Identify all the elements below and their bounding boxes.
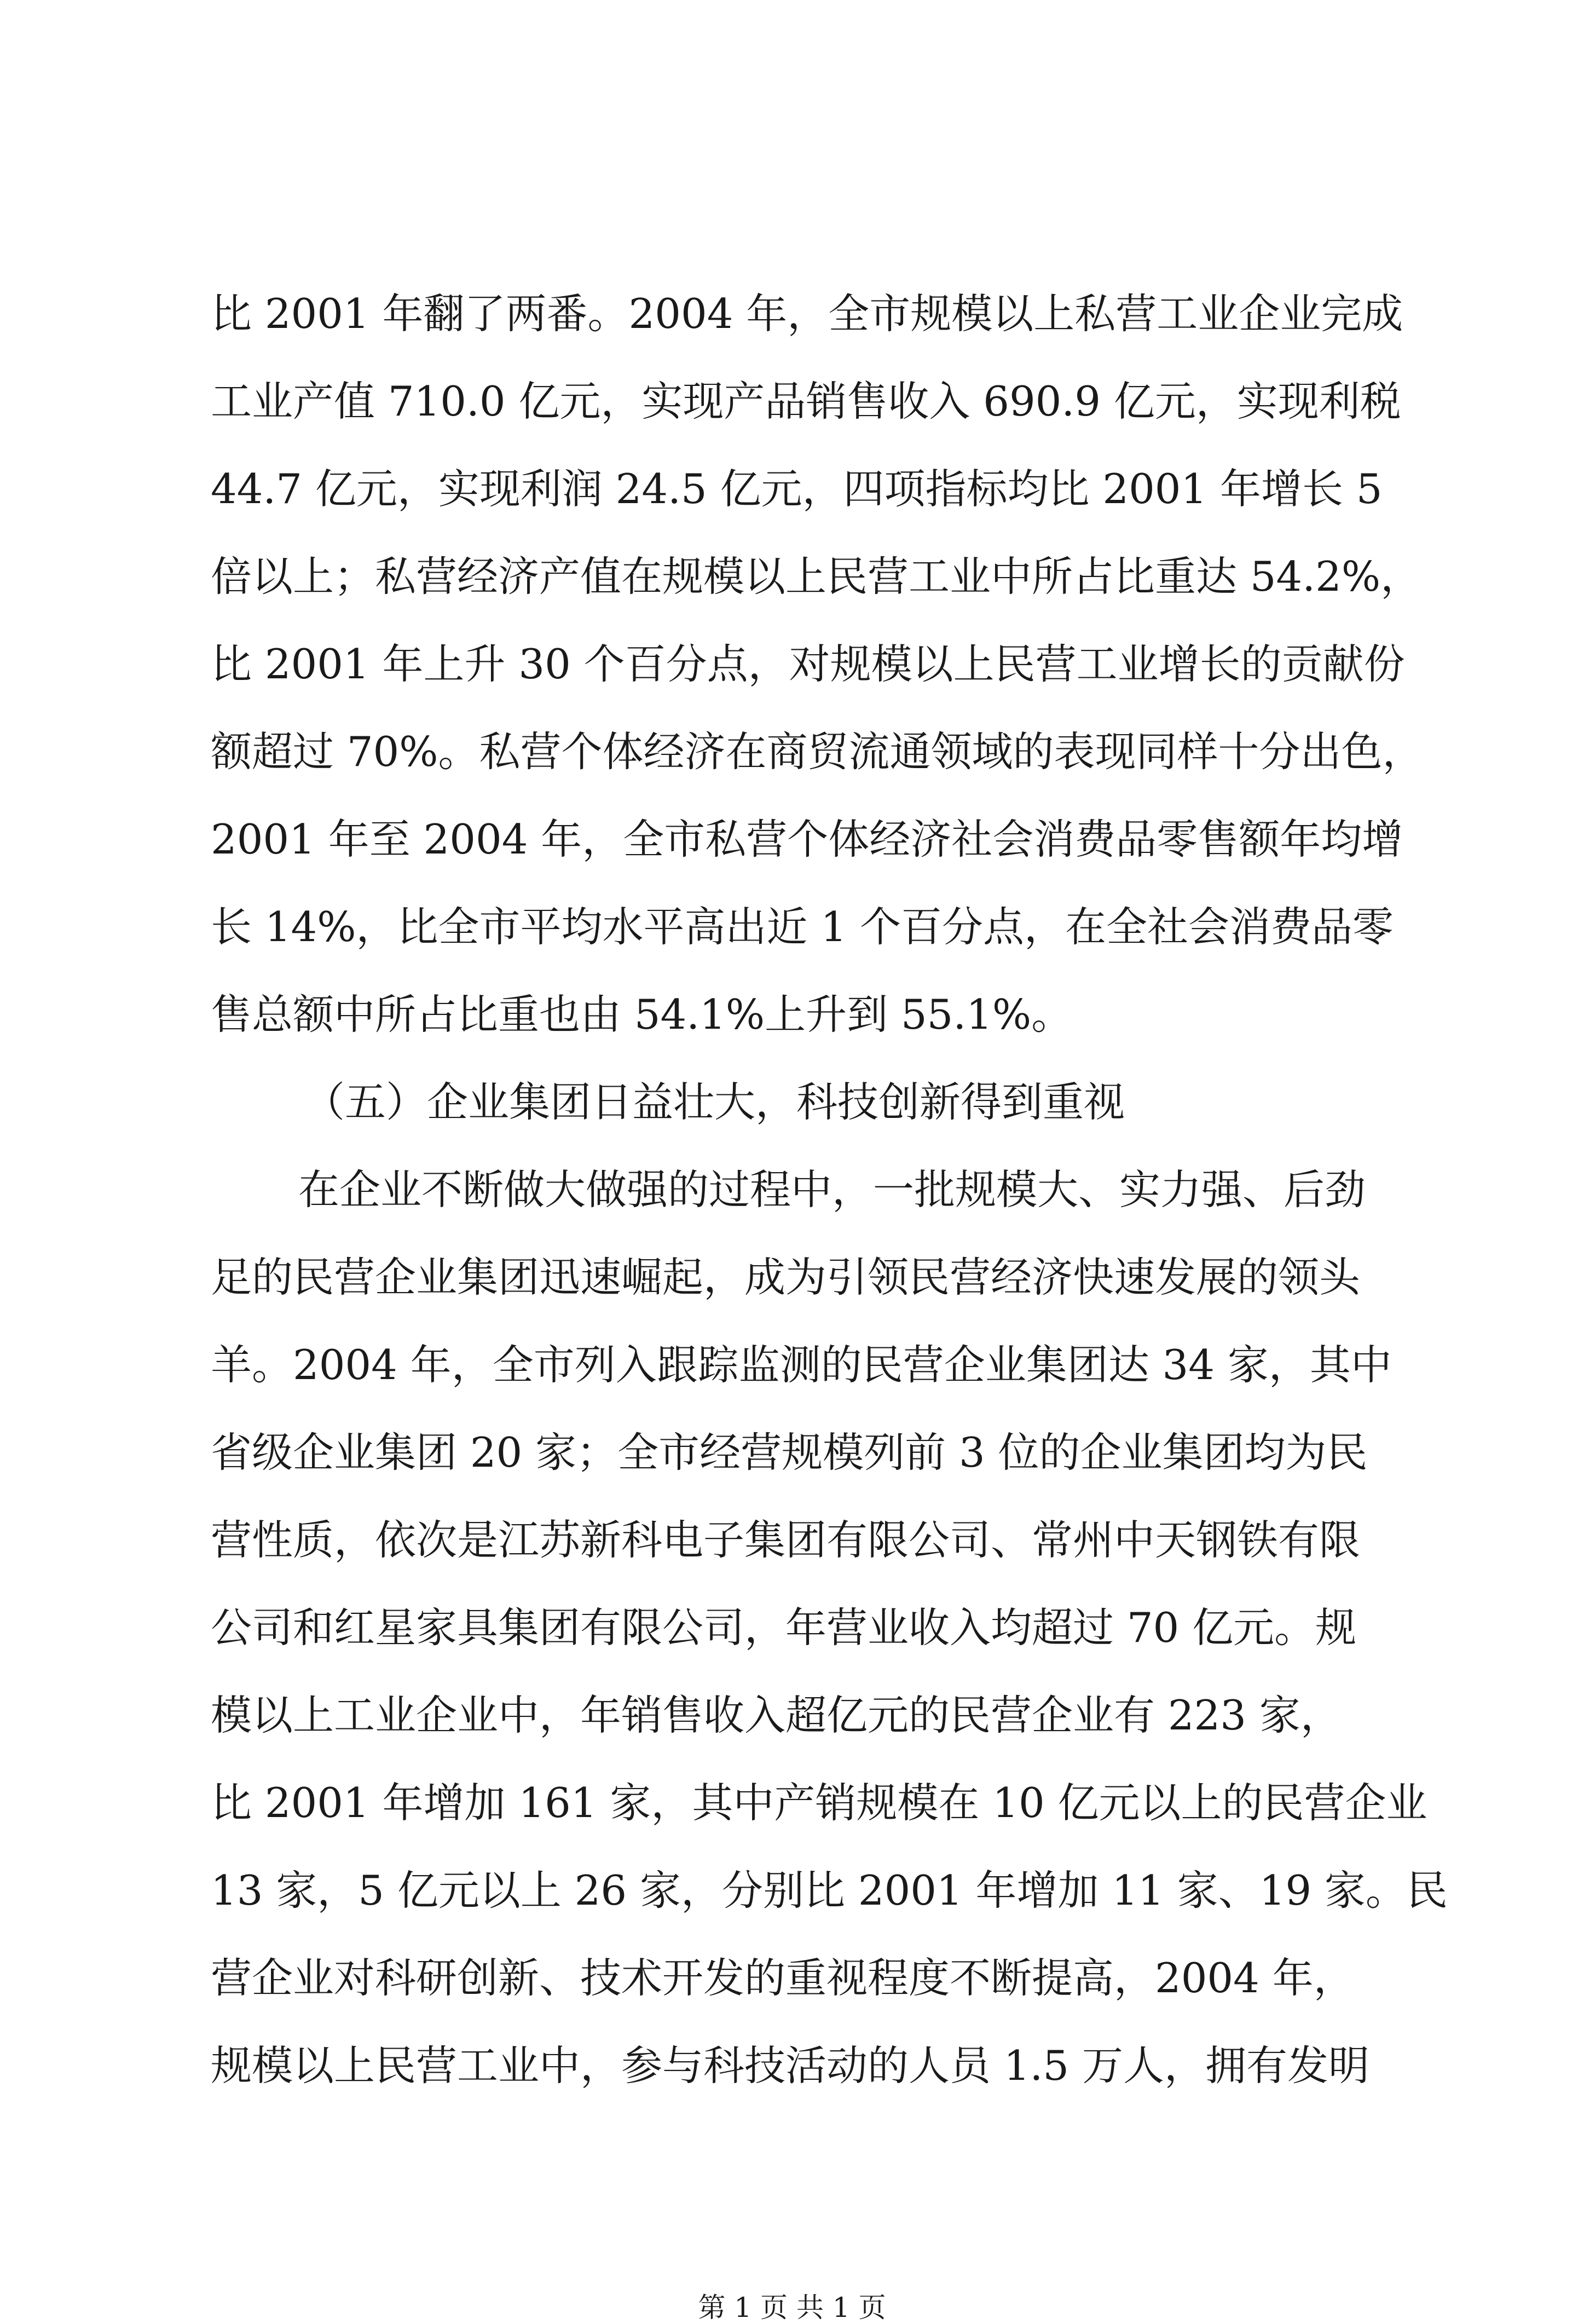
text-line-21: 规模以上民营工业中，参与科技活动的人员 1.5 万人，拥有发明 <box>211 2042 1369 2090</box>
text-line-2: 工业产值 710.0 亿元，实现产品销售收入 690.9 亿元，实现利税 <box>211 377 1401 425</box>
text-line-13: 羊。2004 年，全市列入跟踪监测的民营企业集团达 34 家，其中 <box>211 1341 1392 1389</box>
text-line-16: 公司和红星家具集团有限公司，年营业收入均超过 70 亿元。规 <box>211 1604 1357 1652</box>
text-line-1: 比 2001 年翻了两番。2004 年，全市规模以上私营工业企业完成 <box>211 290 1403 338</box>
text-line-7: 2001 年至 2004 年，全市私营个体经济社会消费品零售额年均增 <box>211 815 1403 863</box>
text-line-20: 营企业对科研创新、技术开发的重视程度不断提高，2004 年， <box>211 1954 1355 2002</box>
text-line-18: 比 2001 年增加 161 家，其中产销规模在 10 亿元以上的民营企业 <box>211 1779 1427 1827</box>
text-line-11: 在企业不断做大做强的过程中，一批规模大、实力强、后劲 <box>298 1166 1366 1214</box>
text-line-17: 模以上工业企业中，年销售收入超亿元的民营企业有 223 家， <box>211 1691 1342 1739</box>
text-line-6: 额超过 70%。私营个体经济在商贸流通领域的表现同样十分出色， <box>211 728 1424 776</box>
text-line-15: 营性质，依次是江苏新科电子集团有限公司、常州中天钢铁有限 <box>211 1516 1361 1564</box>
page-footer: 第 1 页 共 1 页 <box>698 2292 886 2323</box>
text-line-8: 长 14%，比全市平均水平高出近 1 个百分点，在全社会消费品零 <box>211 903 1394 951</box>
text-line-3: 44.7 亿元，实现利润 24.5 亿元，四项指标均比 2001 年增长 5 <box>211 465 1383 513</box>
text-line-12: 足的民营企业集团迅速崛起，成为引领民营经济快速发展的领头 <box>211 1253 1361 1301</box>
text-line-5: 比 2001 年上升 30 个百分点，对规模以上民营工业增长的贡献份 <box>211 640 1405 688</box>
section-heading: （五）企业集团日益壮大，科技创新得到重视 <box>304 1078 1125 1126</box>
text-line-9: 售总额中所占比重也由 54.1%上升到 55.1%。 <box>211 990 1073 1039</box>
text-line-14: 省级企业集团 20 家；全市经营规模列前 3 位的企业集团均为民 <box>211 1428 1368 1477</box>
text-line-4: 倍以上；私营经济产值在规模以上民营工业中所占比重达 54.2%， <box>211 552 1422 601</box>
text-line-19: 13 家，5 亿元以上 26 家，分别比 2001 年增加 11 家、19 家。民 <box>211 1866 1448 1914</box>
